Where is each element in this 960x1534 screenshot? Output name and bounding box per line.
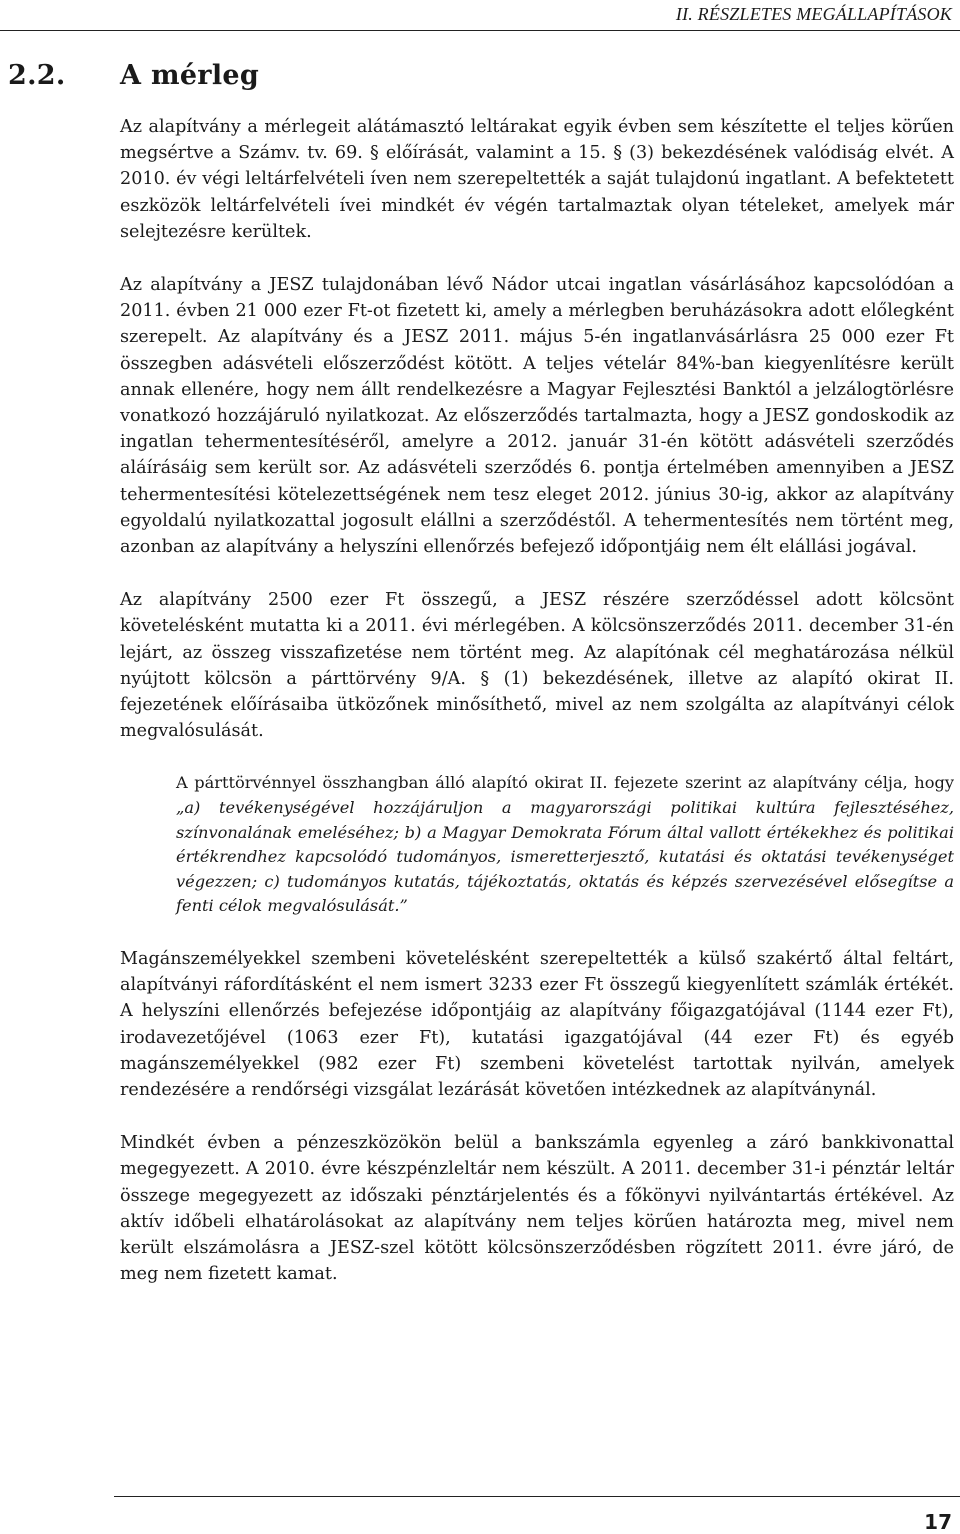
- quote-intro: A párttörvénnyel összhangban álló alapító okirat II. fejezete szerint az alapítvány célja, hogy: [176, 773, 954, 793]
- section-number: 2.2.: [8, 60, 66, 91]
- section-title: A mérleg: [120, 60, 260, 91]
- running-title: II. RÉSZLETES MEGÁLLAPÍTÁSOK: [675, 4, 952, 24]
- founding-charter-quote: [176, 771, 954, 919]
- paragraph-loan: Az alapítvány 2500 ezer Ft összegű, a JESZ részére szerződéssel adott kölcsönt követelésként mutatta ki a 2011. évi mérlegében. A kölcsönszerződés 2011. december 31-én lejárt, az összeg visszafizetése nem történt meg. Az alapítónak cél meghatározása nélkül nyújtott kölcsön a párttörvény 9/A. § (1) bekezdésének, illetve az alapító okirat II. fejezetének előírásaiba ütközőnek minősíthető, mivel az nem szolgálta az alapítványi célok megvalósulását.: [120, 590, 954, 742]
- paragraph-private-receivables: Magánszemélyekkel szembeni követelésként szerepeltették a külső szakértő által feltárt, alapítványi ráfordításként el nem ismert 3233 ezer Ft összegű kiegyenlített számlák értékét. A helyszíni ellenőrzés befejezése időpontjáig az alapítvány főigazgatójával (1144 ezer Ft), irodavezetőjével (1063 ezer Ft), kutatási igazgatójával (44 ezer Ft) és egyéb magánszemélyekkel (982 ezer Ft) szembeni követelést tartottak nyilván, amelyek rendezésére a rendőrségi vizsgálat lezárását követően intézkednek az alapítványnál.: [120, 949, 954, 1101]
- paragraph-cash: Mindkét évben a pénzeszközökön belül a bankszámla egyenleg a záró bankkivonattal megegyezett. A 2010. évre készpénzleltár nem készült. A 2011. december 31-i pénztár leltár összege megegyezett az időszaki pénztárjelentés és a főkönyvi nyilvántartás értékével. Az aktív időbeli elhatárolásokat az alapítvány nem teljes körűen határozta meg, mivel nem került elszámolásra a JESZ-szel kötött kölcsönszerződésben rögzített 2011. évre járó, de meg nem fizetett kamat.: [120, 1133, 954, 1285]
- section-heading: [8, 60, 259, 91]
- paragraph-property-purchase: Az alapítvány a JESZ tulajdonában lévő Nádor utcai ingatlan vásárlásához kapcsolódóan a 2011. évben 21 000 ezer Ft-ot fizetett ki, amely a mérlegben beruházásokra adott előlegként szerepelt. Az alapítvány és a JESZ 2011. május 5-én ingatlanvásárlásra 25 000 ezer Ft összegben adásvételi előszerződést kötött. A teljes vételár 84%-ban kiegyenlítésre került annak ellenére, hogy nem állt rendelkezésre a Magyar Fejlesztési Banktól a jelzálogtörlésre vonatkozó hozzájáruló nyilatkozat. Az előszerződés tartalmazta, hogy a JESZ gondoskodik az ingatlan tehermentesítéséről, amelyre a 2012. január 31-én kötött adásvételi szerződés aláírásáig sem került sor. Az adásvételi szerződés 6. pontja értelmében amennyiben a JESZ tehermentesítési kötelezettségének nem tesz eleget 2012. június 30-ig, akkor az alapítvány egyoldalú nyilatkozattal jogosult elállni a szerződéstől. A tehermentesítés nem történt meg, azonban az alapítvány a helyszíni ellenőrzés befejező időpontjáig nem élt elállási jogával.: [120, 275, 954, 558]
- paragraph-inventory: Az alapítvány a mérlegeit alátámasztó leltárakat egyik évben sem készítette el teljes körűen megsértve a Számv. tv. 69. § előírását, valamint a 15. § (3) bekezdésének valódiság elvét. A 2010. év végi leltárfelvételi íven nem szerepeltették a saját tulajdonú ingatlant. A befektetett eszközök leltárfelvételi ívei mindkét év végén tartalmaztak olyan tételeket, amelyek már selejtezésre kerültek.: [120, 117, 954, 242]
- quote-cited-text: „a) tevékenységével hozzájáruljon a magyarországi politikai kultúra fejlesztéséhez, színvonalának emeléséhez; b) a Magyar Demokrata Fórum által vallott értékekhez és politikai értékrendhez kapcsolódó tudományos, ismeretterjesztő, kutatási és oktatási tevékenységet végezzen; c) tudományos kutatás, tájékoztatás, oktatás és képzés szervezésével elősegítse a fenti célok megvalósulását.”: [176, 798, 954, 916]
- footer-rule: [114, 1496, 960, 1497]
- page-header: [0, 0, 960, 36]
- page-number: 17: [924, 1510, 952, 1534]
- body-text: [120, 114, 954, 1314]
- header-rule: [0, 30, 960, 31]
